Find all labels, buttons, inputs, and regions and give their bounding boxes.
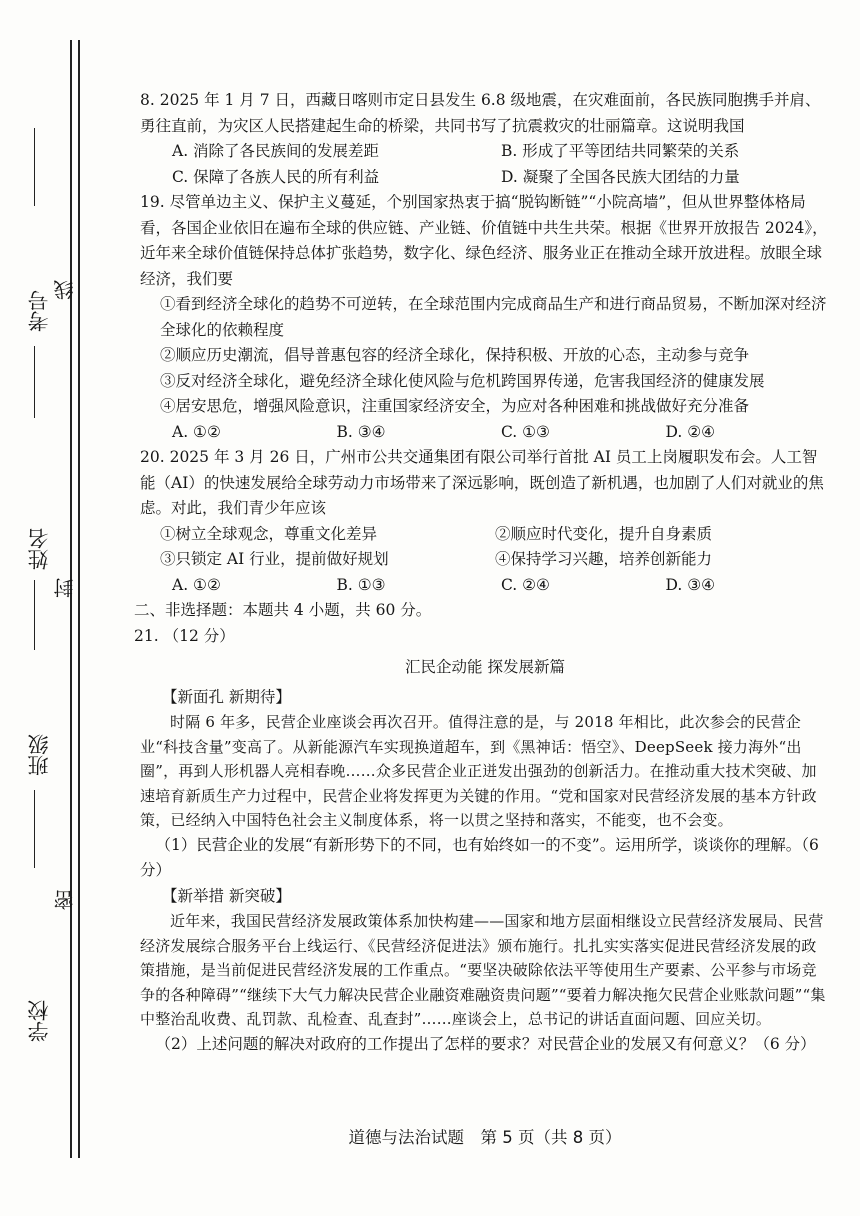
- question-21-sub-1: （1）民营企业的发展“有新形势下的不同，也有始终如一的不变”。运用所学，谈谈你的理解。（6 分）: [140, 835, 819, 879]
- name-label: 姓名: [27, 528, 51, 570]
- binding-double-line: [70, 40, 80, 1158]
- question-19-option-a: A. ①②: [172, 422, 221, 441]
- question-18-option-a: A. 消除了各民族间的发展差距: [172, 142, 380, 160]
- class-blank-line: [34, 580, 35, 650]
- question-21-title: 汇民企动能 探发展新篇: [405, 658, 565, 676]
- question-19: [140, 190, 830, 445]
- question-20-stem: 20. 2025 年 3 月 26 日，广州市公共交通集团有限公司举行首批 AI 员工上岗履职发布会。人工智能（AI）的快速发展给全球劳动力市场带来了深远影响，既创造了新机遇，也加剧了人们对就业的焦虑。对此，我们青少年应该: [140, 448, 824, 517]
- question-19-option-b: B. ③④: [336, 422, 386, 441]
- seal-xian: 线: [53, 280, 77, 300]
- school-blank-line: [34, 790, 35, 868]
- question-21-head: 21. （12 分）: [134, 626, 235, 645]
- part-two: [134, 598, 830, 1057]
- question-19-statement-2: ②顺应历史潮流，倡导普惠包容的经济全球化，保持积极、开放的心态，主动参与竞争: [160, 346, 750, 364]
- material-2-paragraph: 近年来，我国民营经济发展政策体系加快构建——国家和地方层面相继设立民营经济发展局、民营经济发展综合服务平台上线运行、《民营经济促进法》颁布施行。扎扎实实落实促进民营经济发展的政策措施，是当前促进民营经济发展的工作重点。“要坚决破除依法平等使用生产要素、公平参与市场竞争的各种障碍”“继续下大气力解决民营企业融资难融资贵问题”“要着力解决拖欠民营企业账款问题”“集中整治乱收费、乱罚款、乱检查、乱查封”……座谈会上，总书记的讲话直面问题、回应关切。: [140, 912, 826, 1028]
- question-20-option-c: C. ②④: [501, 575, 550, 594]
- question-19-option-d: D. ②④: [665, 422, 716, 441]
- question-18-option-b: B. 形成了平等团结共同繁荣的关系: [501, 142, 740, 160]
- question-20-option-d: D. ③④: [665, 575, 716, 594]
- page-footer: 道德与法治试题 第 5 页（共 8 页）: [348, 1128, 622, 1147]
- material-2-heading: 【新举措 新突破】: [162, 886, 291, 905]
- school-label: 学校: [27, 1000, 51, 1042]
- binding-margin: [0, 0, 100, 1216]
- material-1-paragraph: 时隔 6 年多，民营企业座谈会再次召开。值得注意的是，与 2018 年相比，此次参会的民营企业“科技含量”变高了。从新能源汽车实现换道超车，到《黑神话：悟空》、DeepSeek 接力海外“出圈”，再到人形机器人亮相春晚……众多民营企业正迸发出强劲的创新活力。在推动重大技术突破、加速培育新质生产力过程中，民营企业将发挥更为关键的作用。“党和国家对民营经济发展的基本方针政策，已经纳入中国特色社会主义制度体系，将一以贯之坚持和落实，不能变，也不会变。: [140, 713, 817, 829]
- question-20-statements: [140, 522, 830, 573]
- question-18: [140, 88, 830, 190]
- question-20-statement-3: ③只锁定 AI 行业，提前做好规划: [160, 550, 389, 568]
- question-19-statement-4: ④居安思危，增强风险意识，注重国家经济安全，为应对各种困难和挑战做好充分准备: [160, 397, 750, 415]
- exam-no-label: 考号: [27, 290, 51, 332]
- question-20-statement-4: ④保持学习兴趣，培养创新能力: [495, 550, 713, 568]
- question-21-sub-2: （2）上述问题的解决对政府的工作提出了怎样的要求？对民营企业的发展又有何意义？（6 分）: [155, 1034, 816, 1053]
- question-20-statement-2: ②顺应时代变化，提升自身素质: [495, 524, 713, 543]
- exam-no-blank-line: [34, 128, 35, 206]
- seal-feng: 封: [53, 578, 77, 598]
- question-20: [140, 445, 830, 598]
- question-19-option-c: C. ①③: [501, 422, 550, 441]
- class-label: 班级: [27, 734, 51, 776]
- question-18-stem: 8. 2025 年 1 月 7 日，西藏日喀则市定日县发生 6.8 级地震，在灾难面前，各民族同胞携手并肩、勇往直前，为灾区人民搭建起生命的桥梁，共同书写了抗震救灾的壮丽篇章。这说明我国: [140, 91, 821, 135]
- question-20-option-b: B. ①③: [336, 575, 386, 594]
- seal-mi: 密: [53, 890, 77, 910]
- question-18-options: [140, 139, 830, 190]
- question-20-statement-1: ①树立全球观念，尊重文化差异: [160, 524, 378, 543]
- material-1-heading: 【新面孔 新期待】: [162, 687, 291, 706]
- question-20-option-a: A. ①②: [172, 575, 221, 594]
- question-20-options: [140, 573, 830, 599]
- question-18-option-c: C. 保障了各族人民的所有利益: [172, 167, 380, 186]
- question-19-statement-1: ①看到经济全球化的趋势不可逆转，在全球范围内完成商品生产和进行商品贸易，不断加深对经济全球化的依赖程度: [160, 295, 827, 339]
- part-two-heading: 二、非选择题：本题共 4 小题，共 60 分。: [134, 601, 432, 619]
- question-18-option-d: D. 凝聚了全国各民族大团结的力量: [501, 167, 740, 186]
- exam-content: [134, 88, 830, 1057]
- name-blank-line-top: [34, 346, 35, 418]
- question-19-statement-3: ③反对经济全球化，避免经济全球化使风险与危机跨国界传递，危害我国经济的健康发展: [160, 371, 765, 390]
- question-19-options: [140, 420, 830, 446]
- question-19-stem: 19. 尽管单边主义、保护主义蔓延，个别国家热衷于搞“脱钩断链”“小院高墙”，但从世界整体格局看，各国企业依旧在遍布全球的供应链、产业链、价值链中共生共荣。根据《世界开放报告 2024》，近年来全球价值链保持总体扩张趋势，数字化、绿色经济、服务业正在推动全球开放进程。放眼全球经济，我们要: [140, 193, 828, 288]
